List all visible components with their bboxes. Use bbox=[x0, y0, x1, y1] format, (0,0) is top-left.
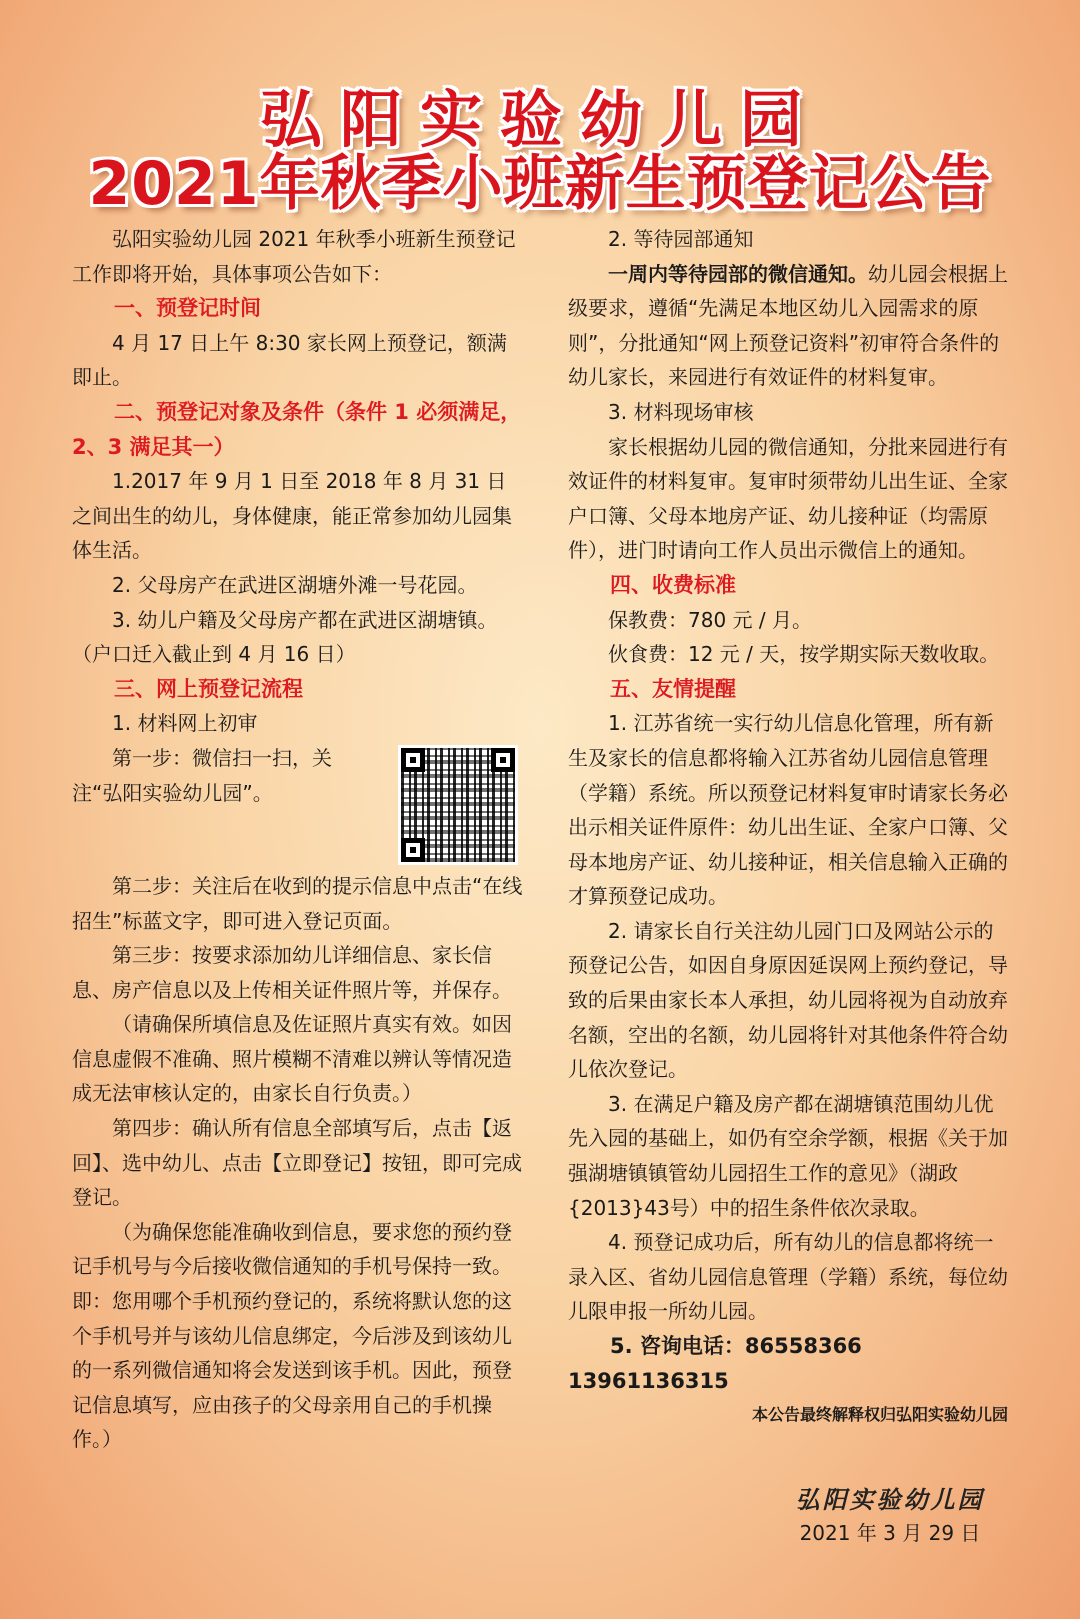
phone-number-note: （为确保您能准确收到信息，要求您的预约登记手机号与今后接收微信通知的手机号保持一致。即：您用哪个手机预约登记的，系统将默认您的这个手机号并与该幼儿信息绑定，今后涉及到该幼儿的一系列微信通知将会发送到该手机。因此，预登记信息填写，应由孩子的父母亲用自己的手机操作。） bbox=[72, 1219, 512, 1452]
signature-name: 弘阳实验幼儿园 bbox=[795, 1485, 985, 1514]
interpretation-note: 本公告最终解释权归弘阳实验幼儿园 bbox=[751, 1405, 1008, 1425]
tip-4: 4. 预登记成功后，所有幼儿的信息都将统一录入区、省幼儿园信息管理（学籍）系统，每位幼儿限申报一所幼儿园。 bbox=[568, 1230, 1008, 1324]
process-step-title-2: 2. 等待园部通知 bbox=[608, 227, 754, 251]
section1-heading: 一、预登记时间 bbox=[114, 296, 261, 321]
tip-2: 2. 请家长自行关注幼儿园门口及网站公示的预登记公告，如因自身原因延误网上预约登记，导致的后果由家长本人承担，幼儿园将视为自动放弃名额，空出的名额，幼儿园将针对其他条件符合幼儿依次登记。 bbox=[568, 918, 1008, 1082]
step-2-text: 第二步：关注后在收到的提示信息中点击“在线招生”标蓝文字，即可进入登记页面。 bbox=[72, 873, 523, 933]
wait-notice-bold: 一周内等待园部的微信通知。 bbox=[608, 261, 868, 286]
tip-3: 3. 在满足户籍及房产都在湖塘镇范围幼儿优先入园的基础上，如仍有空余学额，根据《关于加强湖塘镇镇管幼儿园招生工作的意见》（湖政{2013}43号）中的招生条件依次录取。 bbox=[568, 1091, 1008, 1220]
signature-block bbox=[760, 1482, 1020, 1548]
registration-time-text: 4 月 17 日上午 8:30 家长网上预登记，额满即止。 bbox=[72, 330, 507, 390]
wait-notice-text: 幼儿园会根据上级要求，遵循“先满足本地区幼儿入园需求的原则”，分批通知“网上预登记资料”初审符合条件的幼儿家长，来园进行有效证件的材料复审。 bbox=[568, 261, 1008, 390]
process-step-title-3: 3. 材料现场审核 bbox=[608, 399, 754, 424]
contact-phone: 5. 咨询电话：86558366 13961136315 bbox=[568, 1334, 862, 1393]
signature-date: 2021 年 3 月 29 日 bbox=[799, 1521, 981, 1545]
qr-finder-top-right bbox=[491, 748, 515, 772]
condition-2: 2. 父母房产在武进区湖塘外滩一号花园。 bbox=[112, 572, 478, 597]
left-column bbox=[72, 222, 524, 1457]
condition-1: 1.2017 年 9 月 1 日至 2018 年 8 月 31 日之间出生的幼儿，身体健康，能正常参加幼儿园集体生活。 bbox=[72, 469, 512, 563]
step-4-text: 第四步：确认所有信息全部填写后，点击【返回】、选中幼儿、点击【立即登记】按钮，即可完成登记。 bbox=[72, 1116, 522, 1210]
tip-1: 1. 江苏省统一实行幼儿信息化管理，所有新生及家长的信息都将输入江苏省幼儿园信息管理（学籍）系统。所以预登记材料复审时请家长务必出示相关证件原件：幼儿出生证、全家户口簿、父母本地房产证、幼儿接种证，相关信息输入正确的才算预登记成功。 bbox=[568, 711, 1008, 909]
step-3-text: 第三步：按要求添加幼儿详细信息、家长信息、房产信息以及上传相关证件照片等，并保存。 bbox=[72, 943, 512, 1002]
process-step-title-1: 1. 材料网上初审 bbox=[112, 711, 258, 736]
wechat-qr-code[interactable] bbox=[398, 745, 518, 865]
qr-finder-bottom-left bbox=[401, 838, 425, 862]
condition-3: 3. 幼儿户籍及父母房产都在武进区湖塘镇。（户口迁入截止到 4 月 16 日） bbox=[72, 607, 498, 667]
school-name-title: 弘阳实验幼儿园 bbox=[259, 83, 820, 156]
authenticity-note: （请确保所填信息及佐证照片真实有效。如因信息虚假不准确、照片模糊不清难以辨认等情况造成无法审核认定的，由家长自行负责。） bbox=[72, 1012, 512, 1106]
step-1-text: 第一步：微信扫一扫，关注“弘阳实验幼儿园”。 bbox=[72, 745, 332, 805]
qr-finder-top-left bbox=[401, 748, 425, 772]
fee-meals: 伙食费：12 元 / 天，按学期实际天数收取。 bbox=[608, 642, 1000, 667]
section2-heading: 二、预登记对象及条件（条件 1 必须满足，2、3 满足其一） bbox=[72, 399, 522, 459]
section3-heading: 三、网上预登记流程 bbox=[114, 676, 303, 701]
fee-tuition: 保教费：780 元 / 月。 bbox=[608, 607, 812, 632]
section5-heading: 五、友情提醒 bbox=[610, 676, 736, 701]
section4-heading: 四、收费标准 bbox=[610, 572, 736, 597]
intro-paragraph: 弘阳实验幼儿园 2021 年秋季小班新生预登记工作即将开始，具体事项公告如下： bbox=[72, 227, 516, 286]
wait-notice-paragraph bbox=[568, 257, 1008, 395]
qr-row bbox=[72, 741, 524, 869]
right-column bbox=[568, 222, 1008, 1433]
notice-title: 2021年秋季小班新生预登记公告 bbox=[88, 149, 992, 219]
onsite-review-text: 家长根据幼儿园的微信通知，分批来园进行有效证件的材料复审。复审时须带幼儿出生证、全家户口簿、父母本地房产证、幼儿接种证（均需原件），进门时请向工作人员出示微信上的通知。 bbox=[568, 434, 1008, 563]
